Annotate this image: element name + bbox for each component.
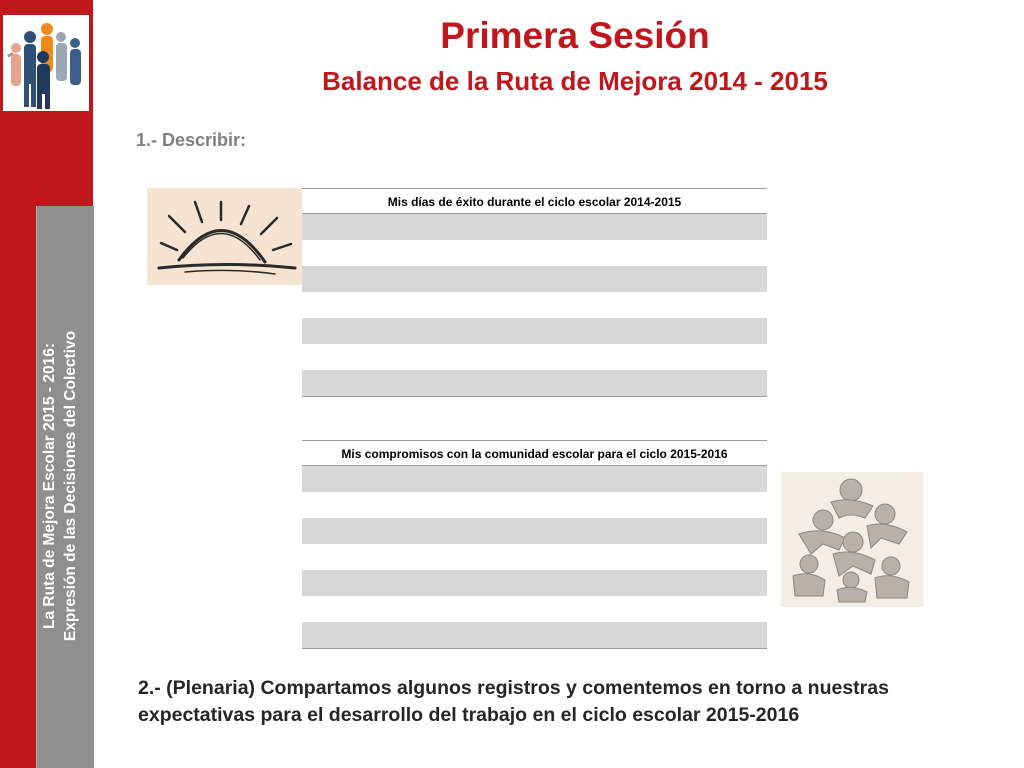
table-row[interactable] xyxy=(302,344,767,370)
sun-sketch-image xyxy=(147,188,302,285)
slide-title: Primera Sesión xyxy=(440,15,710,56)
table-row[interactable] xyxy=(302,492,767,518)
table-row[interactable] xyxy=(302,318,767,344)
table-row[interactable] xyxy=(302,266,767,292)
section-label: 1.- Describir: xyxy=(136,130,247,150)
sidebar-caption xyxy=(39,236,95,736)
success-days-table-header: Mis días de éxito durante el ciclo escolar 2014-2015 xyxy=(302,188,767,214)
plenaria-instructions: 2.- (Plenaria) Compartamos algunos registros y comentemos en torno a nuestras expectativas para el desarrollo del trabajo en el ciclo escolar 2015-2016 xyxy=(138,677,889,726)
table-row[interactable] xyxy=(302,292,767,318)
commitments-table-header: Mis compromisos con la comunidad escolar para el ciclo 2015-2016 xyxy=(302,440,767,466)
table-row[interactable] xyxy=(302,240,767,266)
sidebar-caption-line2: Expresión de las Decisiones del Colectivo xyxy=(62,330,79,642)
table-row[interactable] xyxy=(302,518,767,544)
table-row[interactable] xyxy=(302,370,767,396)
table-row[interactable] xyxy=(302,466,767,492)
left-sidebar xyxy=(0,0,93,768)
table-row[interactable] xyxy=(302,570,767,596)
slide-subtitle: Balance de la Ruta de Mejora 2014 - 2015 xyxy=(322,66,828,96)
success-days-table xyxy=(302,188,767,397)
clay-figures-image xyxy=(781,472,923,607)
side-panel xyxy=(36,206,94,768)
table-row[interactable] xyxy=(302,214,767,240)
table-bottom-rule xyxy=(302,648,767,649)
commitments-table xyxy=(302,440,767,649)
table-row[interactable] xyxy=(302,596,767,622)
table-bottom-rule xyxy=(302,396,767,397)
table-row[interactable] xyxy=(302,622,767,648)
people-group-icon xyxy=(3,15,89,111)
table-row[interactable] xyxy=(302,544,767,570)
sidebar-caption-line1: La Ruta de Mejora Escolar 2015 - 2016: xyxy=(41,342,58,630)
